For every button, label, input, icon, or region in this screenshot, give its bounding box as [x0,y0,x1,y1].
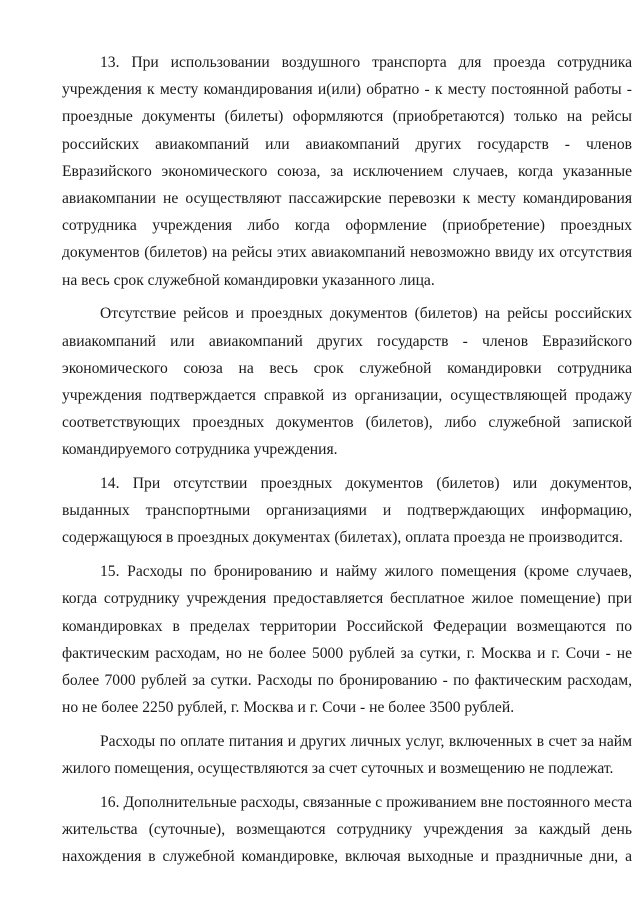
paragraph-absence-of-flights: Отсутствие рейсов и проездных документов (билетов) на рейсы российских авиакомпаний или авиакомпаний других государств - членов Евразийского экономического союза на весь срок служебной командировки сотрудника учреждения подтверждается справкой из организации, осуществляющей продажу соответствующих проездных документов (билетов), либо служебной запиской командируемого сотрудника учреждения. [62,305,632,459]
paragraph-13-air-transport: 13. При использовании воздушного транспорта для проезда сотрудника учреждения к месту командирования и(или) обратно - к месту постоянной работы - проездные документы (билеты) оформляются (приобретаются) только на рейсы российских авиакомпаний или авиакомпаний других государств - членов Евразийского экономического союза, за исключением случаев, когда указанные авиакомпании не осуществляют пассажирские перевозки к месту командирования сотрудника учреждения либо когда оформление (приобретение) проездных документов (билетов) на рейсы этих авиакомпаний невозможно ввиду их отсутствия на весь срок служебной командировки указанного лица. [62,54,632,289]
paragraph-16-daily-allowance: 16. Дополнительные расходы, связанные с проживанием вне постоянного места жительства (суточные), возмещаются сотруднику учреждения за каждый день нахождения в служебной командировке, включая выходные и праздничные дни, а [62,793,632,866]
document-body [62,49,632,870]
paragraph-15-accommodation: 15. Расходы по бронированию и найму жилого помещения (кроме случаев, когда сотруднику учреждения предоставляется бесплатное жилое помещение) при командировках в пределах территории Российской Федерации возмещаются по фактическим расходам, но не более 5000 рублей за сутки, г. Москва и г. Сочи - не более 7000 рублей за сутки. Расходы по бронированию - по фактическим расходам, но не более 2250 рублей, г. Москва и г. Сочи - не более 3500 рублей. [62,563,632,717]
paragraph-14-no-documents: 14. При отсутствии проездных документов (билетов) или документов, выданных транспортными организациями и подтверждающих информацию, содержащуюся в проездных документах (билетах), оплата проезда не производится. [62,475,632,547]
paragraph-meals-personal-services: Расходы по оплате питания и других личных услуг, включенных в счет за найм жилого помещения, осуществляются за счет суточных и возмещению не подлежат. [62,732,632,778]
